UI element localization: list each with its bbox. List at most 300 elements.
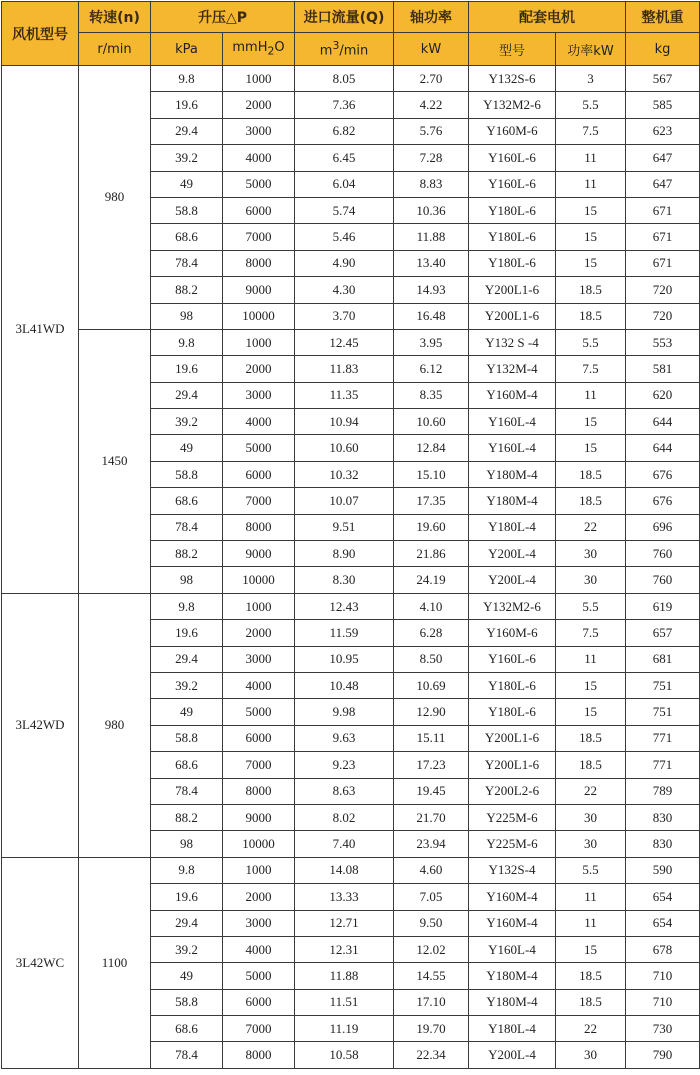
flow-cell: 8.63 (295, 778, 394, 804)
weight-cell: 830 (626, 831, 700, 857)
weight-cell: 771 (626, 725, 700, 751)
shaft-power-cell: 9.50 (394, 910, 469, 936)
weight-cell: 730 (626, 1016, 700, 1042)
shaft-power-cell: 17.35 (394, 488, 469, 514)
kpa-cell: 49 (151, 699, 223, 725)
weight-cell: 678 (626, 936, 700, 962)
unit-kg: kg (626, 33, 700, 66)
table-body (2, 66, 700, 1069)
kpa-cell: 68.6 (151, 752, 223, 778)
weight-cell: 771 (626, 752, 700, 778)
weight-cell: 681 (626, 646, 700, 672)
mmh2o-cell: 9000 (223, 541, 295, 567)
unit-mmh2o-sub: 2 (267, 44, 275, 58)
unit-flow (295, 33, 394, 66)
weight-cell: 751 (626, 672, 700, 698)
kpa-cell: 19.6 (151, 356, 223, 382)
unit-speed: r/min (79, 33, 151, 66)
kpa-cell: 88.2 (151, 804, 223, 830)
motor-model-cell: Y160M-4 (469, 382, 556, 408)
weight-cell: 830 (626, 804, 700, 830)
motor-power-cell: 22 (556, 778, 626, 804)
weight-cell: 619 (626, 593, 700, 619)
unit-mmh2o-post: O (274, 40, 285, 56)
flow-cell: 5.46 (295, 224, 394, 250)
kpa-cell: 58.8 (151, 989, 223, 1015)
weight-cell: 590 (626, 857, 700, 883)
mmh2o-cell: 7000 (223, 1016, 295, 1042)
kpa-cell: 58.8 (151, 197, 223, 223)
flow-cell: 9.63 (295, 725, 394, 751)
flow-cell: 10.32 (295, 461, 394, 487)
table-row (2, 857, 700, 883)
mmh2o-cell: 6000 (223, 197, 295, 223)
flow-cell: 12.43 (295, 593, 394, 619)
motor-model-cell: Y200L1-6 (469, 277, 556, 303)
kpa-cell: 39.2 (151, 145, 223, 171)
shaft-power-cell: 12.02 (394, 936, 469, 962)
flow-cell: 10.94 (295, 409, 394, 435)
fan-spec-table (1, 1, 700, 1069)
flow-cell: 4.30 (295, 277, 394, 303)
flow-cell: 6.82 (295, 118, 394, 144)
flow-cell: 9.51 (295, 514, 394, 540)
motor-model-cell: Y180M-4 (469, 963, 556, 989)
motor-power-cell: 11 (556, 382, 626, 408)
weight-cell: 644 (626, 435, 700, 461)
table-row (2, 593, 700, 619)
header-weight: 整机重 (626, 2, 700, 33)
mmh2o-cell: 3000 (223, 646, 295, 672)
shaft-power-cell: 13.40 (394, 250, 469, 276)
shaft-power-cell: 22.34 (394, 1042, 469, 1068)
shaft-power-cell: 8.83 (394, 171, 469, 197)
shaft-power-cell: 15.10 (394, 461, 469, 487)
motor-power-cell: 18.5 (556, 488, 626, 514)
motor-model-cell: Y200L1-6 (469, 303, 556, 329)
shaft-power-cell: 8.50 (394, 646, 469, 672)
mmh2o-cell: 2000 (223, 92, 295, 118)
kpa-cell: 49 (151, 171, 223, 197)
flow-cell: 9.98 (295, 699, 394, 725)
mmh2o-cell: 10000 (223, 303, 295, 329)
shaft-power-cell: 21.70 (394, 804, 469, 830)
kpa-cell: 98 (151, 303, 223, 329)
kpa-cell: 88.2 (151, 541, 223, 567)
motor-model-cell: Y160L-6 (469, 145, 556, 171)
motor-power-cell: 18.5 (556, 725, 626, 751)
flow-cell: 10.07 (295, 488, 394, 514)
flow-cell: 6.04 (295, 171, 394, 197)
kpa-cell: 29.4 (151, 118, 223, 144)
table-row (2, 66, 700, 92)
motor-model-cell: Y160M-6 (469, 620, 556, 646)
motor-model-cell: Y132S-4 (469, 857, 556, 883)
mmh2o-cell: 2000 (223, 884, 295, 910)
motor-model-cell: Y200L2-6 (469, 778, 556, 804)
kpa-cell: 78.4 (151, 250, 223, 276)
motor-power-cell: 15 (556, 409, 626, 435)
motor-model-cell: Y132 S -4 (469, 329, 556, 355)
flow-cell: 7.40 (295, 831, 394, 857)
motor-power-cell: 11 (556, 145, 626, 171)
shaft-power-cell: 12.84 (394, 435, 469, 461)
mmh2o-cell: 8000 (223, 514, 295, 540)
kpa-cell: 29.4 (151, 646, 223, 672)
mmh2o-cell: 7000 (223, 752, 295, 778)
kpa-cell: 68.6 (151, 488, 223, 514)
mmh2o-cell: 6000 (223, 989, 295, 1015)
shaft-power-cell: 7.28 (394, 145, 469, 171)
mmh2o-cell: 8000 (223, 250, 295, 276)
motor-power-cell: 15 (556, 197, 626, 223)
mmh2o-cell: 2000 (223, 620, 295, 646)
motor-model-cell: Y132M-4 (469, 356, 556, 382)
weight-cell: 657 (626, 620, 700, 646)
kpa-cell: 78.4 (151, 778, 223, 804)
weight-cell: 654 (626, 884, 700, 910)
shaft-power-cell: 14.55 (394, 963, 469, 989)
header-row-2 (2, 33, 700, 66)
flow-cell: 11.35 (295, 382, 394, 408)
mmh2o-cell: 10000 (223, 567, 295, 593)
speed-cell: 1450 (79, 329, 151, 593)
motor-model-cell: Y200L1-6 (469, 725, 556, 751)
motor-model-cell: Y180L-6 (469, 699, 556, 725)
mmh2o-cell: 4000 (223, 672, 295, 698)
kpa-cell: 58.8 (151, 461, 223, 487)
shaft-power-cell: 19.45 (394, 778, 469, 804)
motor-power-cell: 11 (556, 171, 626, 197)
header-shaft-power: 轴功率 (394, 2, 469, 33)
motor-power-cell: 15 (556, 936, 626, 962)
table-header (2, 2, 700, 66)
weight-cell: 676 (626, 488, 700, 514)
header-motor-power: 功率kW (556, 33, 626, 66)
weight-cell: 696 (626, 514, 700, 540)
flow-cell: 11.83 (295, 356, 394, 382)
unit-flow-pre: m (319, 43, 333, 59)
speed-cell: 980 (79, 593, 151, 857)
flow-cell: 10.95 (295, 646, 394, 672)
motor-power-cell: 5.5 (556, 593, 626, 619)
motor-power-cell: 7.5 (556, 356, 626, 382)
flow-cell: 3.70 (295, 303, 394, 329)
weight-cell: 553 (626, 329, 700, 355)
shaft-power-cell: 4.22 (394, 92, 469, 118)
speed-cell: 980 (79, 66, 151, 330)
weight-cell: 710 (626, 989, 700, 1015)
motor-model-cell: Y160M-4 (469, 884, 556, 910)
motor-power-cell: 5.5 (556, 92, 626, 118)
motor-model-cell: Y132S-6 (469, 66, 556, 92)
motor-power-cell: 18.5 (556, 277, 626, 303)
kpa-cell: 19.6 (151, 620, 223, 646)
weight-cell: 671 (626, 197, 700, 223)
weight-cell: 620 (626, 382, 700, 408)
flow-cell: 11.88 (295, 963, 394, 989)
motor-power-cell: 22 (556, 514, 626, 540)
mmh2o-cell: 6000 (223, 725, 295, 751)
shaft-power-cell: 24.19 (394, 567, 469, 593)
weight-cell: 647 (626, 171, 700, 197)
flow-cell: 8.02 (295, 804, 394, 830)
weight-cell: 710 (626, 963, 700, 989)
flow-cell: 9.23 (295, 752, 394, 778)
motor-power-cell: 15 (556, 250, 626, 276)
weight-cell: 751 (626, 699, 700, 725)
weight-cell: 585 (626, 92, 700, 118)
shaft-power-cell: 15.11 (394, 725, 469, 751)
kpa-cell: 68.6 (151, 1016, 223, 1042)
motor-model-cell: Y180M-4 (469, 461, 556, 487)
shaft-power-cell: 10.60 (394, 409, 469, 435)
motor-model-cell: Y200L-4 (469, 1042, 556, 1068)
motor-model-cell: Y160L-6 (469, 646, 556, 672)
motor-model-cell: Y200L-4 (469, 541, 556, 567)
motor-model-cell: Y160L-4 (469, 435, 556, 461)
shaft-power-cell: 4.10 (394, 593, 469, 619)
weight-cell: 671 (626, 250, 700, 276)
kpa-cell: 9.8 (151, 593, 223, 619)
header-model: 风机型号 (2, 2, 79, 66)
motor-power-cell: 15 (556, 435, 626, 461)
motor-power-cell: 15 (556, 699, 626, 725)
mmh2o-cell: 2000 (223, 356, 295, 382)
kpa-cell: 39.2 (151, 936, 223, 962)
mmh2o-cell: 1000 (223, 857, 295, 883)
kpa-cell: 58.8 (151, 725, 223, 751)
flow-cell: 13.33 (295, 884, 394, 910)
motor-model-cell: Y180L-6 (469, 197, 556, 223)
model-cell: 3L42WD (2, 593, 79, 857)
mmh2o-cell: 1000 (223, 329, 295, 355)
motor-model-cell: Y132M2-6 (469, 593, 556, 619)
motor-model-cell: Y160L-4 (469, 409, 556, 435)
motor-model-cell: Y180L-4 (469, 1016, 556, 1042)
speed-cell: 1100 (79, 857, 151, 1068)
motor-power-cell: 5.5 (556, 329, 626, 355)
mmh2o-cell: 4000 (223, 936, 295, 962)
weight-cell: 720 (626, 277, 700, 303)
motor-model-cell: Y180L-6 (469, 224, 556, 250)
shaft-power-cell: 5.76 (394, 118, 469, 144)
kpa-cell: 39.2 (151, 409, 223, 435)
motor-model-cell: Y180L-4 (469, 514, 556, 540)
motor-power-cell: 30 (556, 1042, 626, 1068)
flow-cell: 11.51 (295, 989, 394, 1015)
weight-cell: 567 (626, 66, 700, 92)
shaft-power-cell: 14.93 (394, 277, 469, 303)
weight-cell: 623 (626, 118, 700, 144)
motor-power-cell: 15 (556, 224, 626, 250)
flow-cell: 11.59 (295, 620, 394, 646)
motor-power-cell: 30 (556, 541, 626, 567)
motor-power-cell: 11 (556, 884, 626, 910)
weight-cell: 644 (626, 409, 700, 435)
shaft-power-cell: 19.70 (394, 1016, 469, 1042)
kpa-cell: 98 (151, 831, 223, 857)
mmh2o-cell: 1000 (223, 66, 295, 92)
weight-cell: 789 (626, 778, 700, 804)
kpa-cell: 19.6 (151, 884, 223, 910)
motor-power-cell: 22 (556, 1016, 626, 1042)
mmh2o-cell: 3000 (223, 382, 295, 408)
table-row (2, 329, 700, 355)
mmh2o-cell: 4000 (223, 145, 295, 171)
mmh2o-cell: 10000 (223, 831, 295, 857)
flow-cell: 10.58 (295, 1042, 394, 1068)
motor-model-cell: Y180L-6 (469, 250, 556, 276)
shaft-power-cell: 19.60 (394, 514, 469, 540)
kpa-cell: 78.4 (151, 514, 223, 540)
shaft-power-cell: 2.70 (394, 66, 469, 92)
shaft-power-cell: 4.60 (394, 857, 469, 883)
motor-power-cell: 18.5 (556, 461, 626, 487)
motor-power-cell: 11 (556, 910, 626, 936)
weight-cell: 760 (626, 541, 700, 567)
shaft-power-cell: 7.05 (394, 884, 469, 910)
motor-model-cell: Y200L1-6 (469, 752, 556, 778)
motor-model-cell: Y225M-6 (469, 804, 556, 830)
flow-cell: 6.45 (295, 145, 394, 171)
kpa-cell: 9.8 (151, 329, 223, 355)
header-motor-model: 型号 (469, 33, 556, 66)
weight-cell: 720 (626, 303, 700, 329)
flow-cell: 12.45 (295, 329, 394, 355)
shaft-power-cell: 10.36 (394, 197, 469, 223)
unit-kpa: kPa (151, 33, 223, 66)
mmh2o-cell: 9000 (223, 804, 295, 830)
kpa-cell: 19.6 (151, 92, 223, 118)
mmh2o-cell: 7000 (223, 224, 295, 250)
mmh2o-cell: 5000 (223, 699, 295, 725)
header-motor: 配套电机 (469, 2, 626, 33)
mmh2o-cell: 8000 (223, 778, 295, 804)
kpa-cell: 49 (151, 963, 223, 989)
weight-cell: 760 (626, 567, 700, 593)
kpa-cell: 9.8 (151, 66, 223, 92)
motor-power-cell: 30 (556, 804, 626, 830)
mmh2o-cell: 9000 (223, 277, 295, 303)
weight-cell: 654 (626, 910, 700, 936)
shaft-power-cell: 8.35 (394, 382, 469, 408)
kpa-cell: 88.2 (151, 277, 223, 303)
unit-mmh2o (223, 33, 295, 66)
shaft-power-cell: 23.94 (394, 831, 469, 857)
unit-mmh2o-pre: mmH (232, 40, 268, 56)
shaft-power-cell: 3.95 (394, 329, 469, 355)
motor-power-cell: 18.5 (556, 303, 626, 329)
mmh2o-cell: 4000 (223, 409, 295, 435)
shaft-power-cell: 12.90 (394, 699, 469, 725)
flow-cell: 14.08 (295, 857, 394, 883)
flow-cell: 12.31 (295, 936, 394, 962)
flow-cell: 5.74 (295, 197, 394, 223)
unit-flow-post: /min (339, 43, 369, 59)
mmh2o-cell: 8000 (223, 1042, 295, 1068)
motor-power-cell: 18.5 (556, 989, 626, 1015)
kpa-cell: 29.4 (151, 382, 223, 408)
kpa-cell: 9.8 (151, 857, 223, 883)
motor-model-cell: Y160M-6 (469, 118, 556, 144)
shaft-power-cell: 11.88 (394, 224, 469, 250)
kpa-cell: 78.4 (151, 1042, 223, 1068)
flow-cell: 8.05 (295, 66, 394, 92)
motor-model-cell: Y225M-6 (469, 831, 556, 857)
mmh2o-cell: 6000 (223, 461, 295, 487)
mmh2o-cell: 5000 (223, 963, 295, 989)
motor-model-cell: Y200L-4 (469, 567, 556, 593)
motor-power-cell: 7.5 (556, 118, 626, 144)
motor-model-cell: Y180M-4 (469, 488, 556, 514)
weight-cell: 676 (626, 461, 700, 487)
motor-power-cell: 3 (556, 66, 626, 92)
motor-power-cell: 5.5 (556, 857, 626, 883)
motor-model-cell: Y180M-4 (469, 989, 556, 1015)
flow-cell: 12.71 (295, 910, 394, 936)
motor-power-cell: 11 (556, 646, 626, 672)
kpa-cell: 39.2 (151, 672, 223, 698)
motor-model-cell: Y180L-6 (469, 672, 556, 698)
motor-model-cell: Y160L-4 (469, 936, 556, 962)
weight-cell: 671 (626, 224, 700, 250)
motor-power-cell: 30 (556, 567, 626, 593)
motor-model-cell: Y132M2-6 (469, 92, 556, 118)
flow-cell: 8.90 (295, 541, 394, 567)
motor-power-cell: 18.5 (556, 752, 626, 778)
shaft-power-cell: 17.10 (394, 989, 469, 1015)
motor-power-cell: 18.5 (556, 963, 626, 989)
mmh2o-cell: 1000 (223, 593, 295, 619)
shaft-power-cell: 16.48 (394, 303, 469, 329)
flow-cell: 7.36 (295, 92, 394, 118)
motor-power-cell: 30 (556, 831, 626, 857)
kpa-cell: 98 (151, 567, 223, 593)
header-pressure: 升压△P (151, 2, 295, 33)
shaft-power-cell: 6.28 (394, 620, 469, 646)
shaft-power-cell: 6.12 (394, 356, 469, 382)
flow-cell: 10.48 (295, 672, 394, 698)
mmh2o-cell: 3000 (223, 118, 295, 144)
weight-cell: 647 (626, 145, 700, 171)
shaft-power-cell: 17.23 (394, 752, 469, 778)
motor-model-cell: Y160L-6 (469, 171, 556, 197)
header-flow: 进口流量(Q) (295, 2, 394, 33)
weight-cell: 790 (626, 1042, 700, 1068)
shaft-power-cell: 10.69 (394, 672, 469, 698)
motor-power-cell: 15 (556, 672, 626, 698)
kpa-cell: 29.4 (151, 910, 223, 936)
weight-cell: 581 (626, 356, 700, 382)
mmh2o-cell: 3000 (223, 910, 295, 936)
flow-cell: 4.90 (295, 250, 394, 276)
model-cell: 3L42WC (2, 857, 79, 1068)
flow-cell: 11.19 (295, 1016, 394, 1042)
kpa-cell: 68.6 (151, 224, 223, 250)
mmh2o-cell: 5000 (223, 435, 295, 461)
model-cell: 3L41WD (2, 66, 79, 594)
motor-model-cell: Y160M-4 (469, 910, 556, 936)
flow-cell: 8.30 (295, 567, 394, 593)
unit-flow-sup: 3 (332, 39, 340, 53)
kpa-cell: 49 (151, 435, 223, 461)
mmh2o-cell: 5000 (223, 171, 295, 197)
header-row-1 (2, 2, 700, 33)
shaft-power-cell: 21.86 (394, 541, 469, 567)
mmh2o-cell: 7000 (223, 488, 295, 514)
motor-power-cell: 7.5 (556, 620, 626, 646)
